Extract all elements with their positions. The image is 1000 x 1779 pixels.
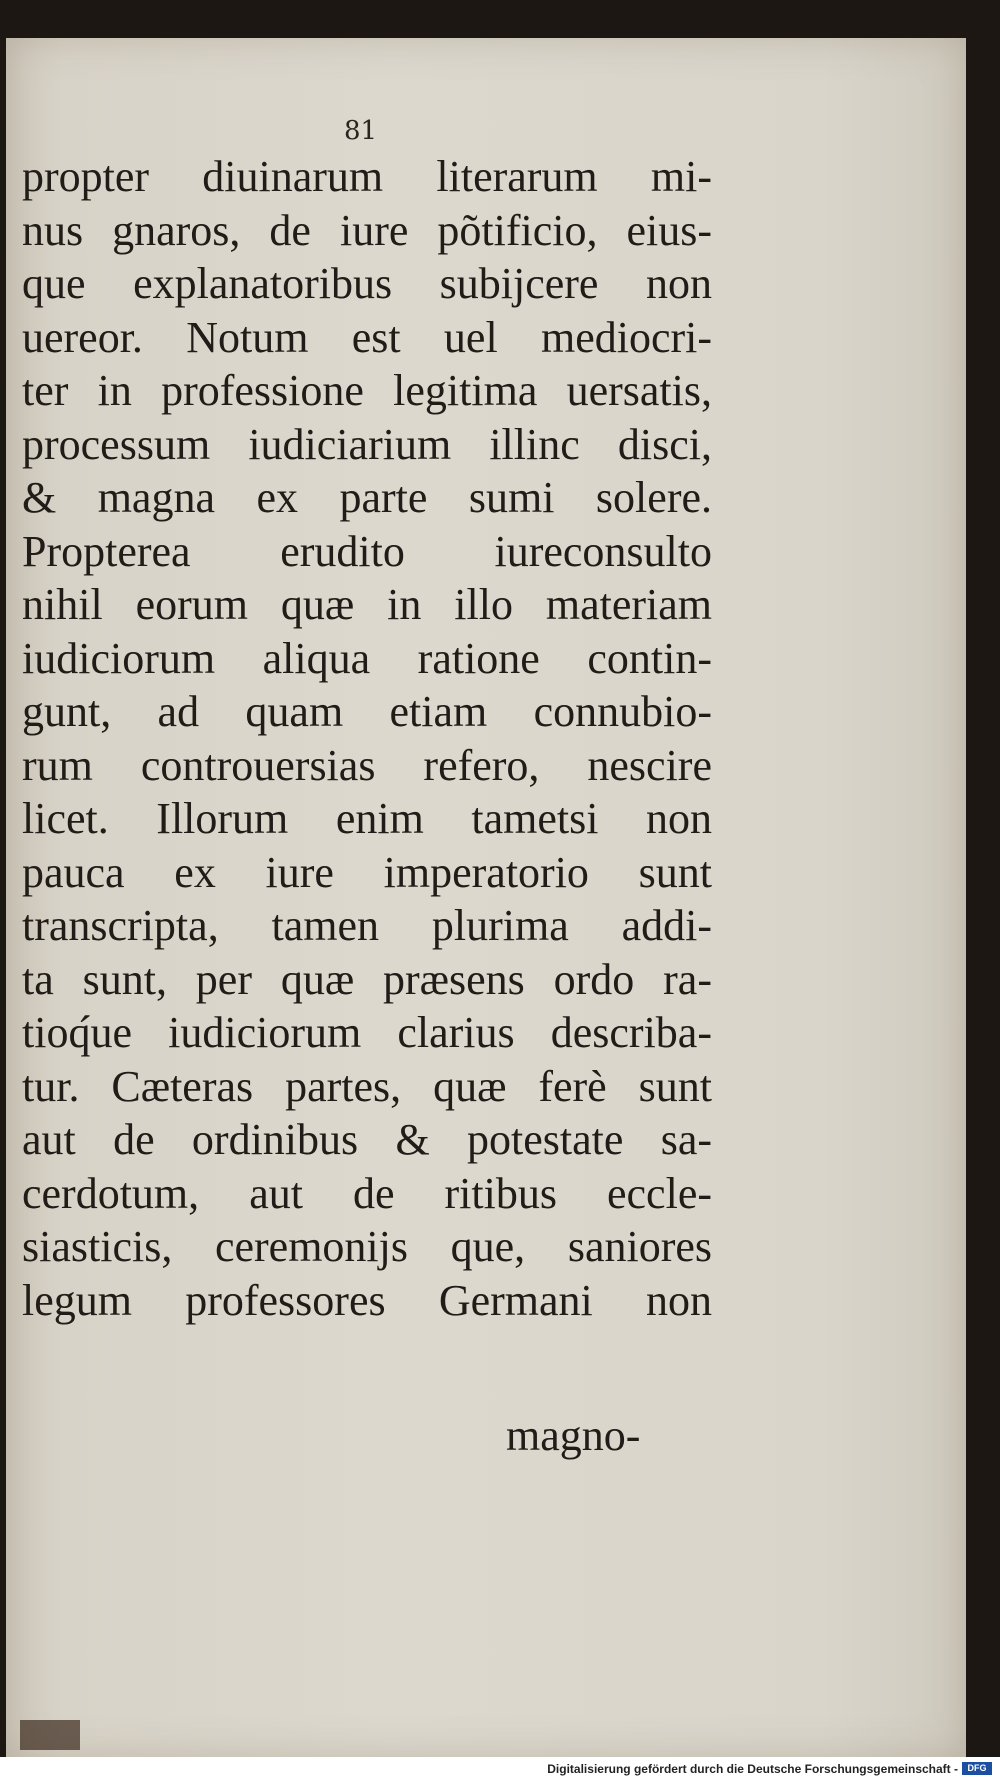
text-line: propter diuinarum literarum mi- bbox=[22, 152, 712, 201]
text-line: cerdotum, aut de ritibus eccle- bbox=[22, 1168, 712, 1218]
text-line: nus gnaros, de iure põtificio, eius- bbox=[22, 205, 712, 255]
text-line: tur. Cæteras partes, quæ ferè sunt bbox=[22, 1061, 712, 1111]
text-line: pauca ex iure imperatorio sunt bbox=[22, 847, 712, 897]
text-line: gunt, ad quam etiam connubio- bbox=[22, 687, 712, 736]
text-line: ter in professione legitima uersatis, bbox=[22, 366, 712, 415]
text-line: aut de ordinibus & potestate sa- bbox=[22, 1115, 712, 1164]
book-page bbox=[6, 38, 966, 1758]
text-line: Propterea erudito iureconsulto bbox=[22, 526, 712, 576]
text-line: que explanatoribus subijcere non bbox=[22, 259, 712, 308]
text-line: ta sunt, per quæ præsens ordo ra- bbox=[22, 954, 712, 1004]
page-corner-mark bbox=[20, 1720, 80, 1750]
text-line: tioq́ue iudiciorum clarius describa- bbox=[22, 1008, 712, 1057]
text-line: rum controuersias refero, nescire bbox=[22, 740, 712, 790]
text-line: nihil eorum quæ in illo materiam bbox=[22, 580, 712, 629]
text-line: iudiciorum aliqua ratione contin- bbox=[22, 633, 712, 683]
text-line: legum professores Germani non bbox=[22, 1275, 712, 1325]
text-line: processum iudiciarium illinc disci, bbox=[22, 419, 712, 469]
page-number: 81 bbox=[344, 116, 378, 146]
catchword: magno- bbox=[506, 1411, 641, 1460]
text-line: licet. Illorum enim tametsi non bbox=[22, 794, 712, 843]
dfg-logo-icon: DFG bbox=[962, 1762, 992, 1775]
text-line: transcripta, tamen plurima addi- bbox=[22, 901, 712, 950]
text-line: uereor. Notum est uel mediocri- bbox=[22, 312, 712, 362]
credit-bar bbox=[0, 1757, 1000, 1779]
body-text bbox=[22, 150, 712, 1327]
text-line: & magna ex parte sumi solere. bbox=[22, 473, 712, 522]
text-line: siasticis, ceremonijs que, saniores bbox=[22, 1222, 712, 1271]
digitization-credit: Digitalisierung gefördert durch die Deutsche Forschungsgemeinschaft - bbox=[547, 1762, 958, 1776]
